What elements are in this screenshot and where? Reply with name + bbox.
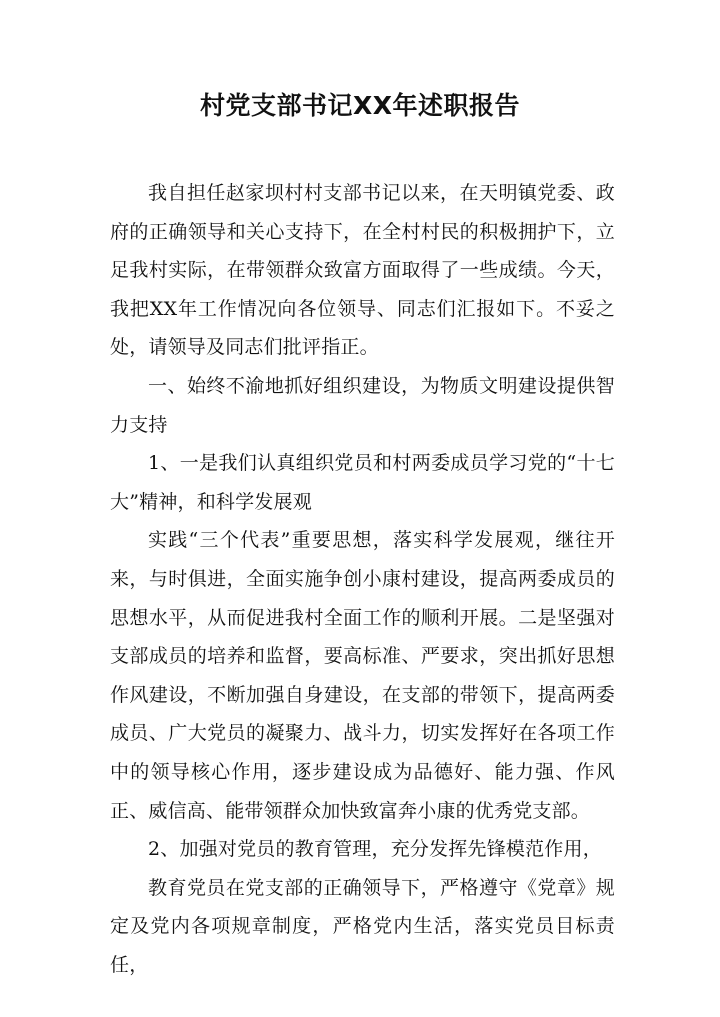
paragraph-intro: 我自担任赵家坝村村支部书记以来，在天明镇党委、政府的正确领导和关心支持下，在全村村民的积极拥护下，立足我村实际，在带领群众致富方面取得了一些成绩。今天，我把XX年工作情况向各位领导、同志们汇报如下。不妥之处，请领导及同志们批评指正。 [110,182,615,359]
paragraph-practice: 实践“三个代表”重要思想，落实科学发展观，继往开来，与时俱进，全面实施争创小康村建设，提高两委成员的思想水平，从而促进我村全面工作的顺利开展。二是坚强对支部成员的培养和监督，要高标准、严要求，突出抓好思想作风建设，不断加强自身建设，在支部的带领下，提高两委成员、广大党员的凝聚力、战斗力，切实发挥好在各项工作中的领导核心作用，逐步建设成为品德好、能力强、作风正、威信高、能带领群众加快致富奔小康的优秀党支部。 [110,529,615,822]
section-heading-1: 一、始终不渝地抓好组织建设，为物质文明建设提供智力支持 [110,374,615,436]
paragraph-education: 教育党员在党支部的正确领导下，严格遵守《党章》规定及党内各项规章制度，严格党内生活，落实党员目标责任， [110,876,615,976]
document-body [110,174,615,984]
paragraph-item-2: 2、加强对党员的教育管理，充分发挥先锋模范作用， [148,838,602,861]
document-title: 村党支部书记XX年述职报告 [199,91,521,120]
paragraph-item-1: 1、一是我们认真组织党员和村两委成员学习党的“十七大”精神，和科学发展观 [110,452,615,513]
